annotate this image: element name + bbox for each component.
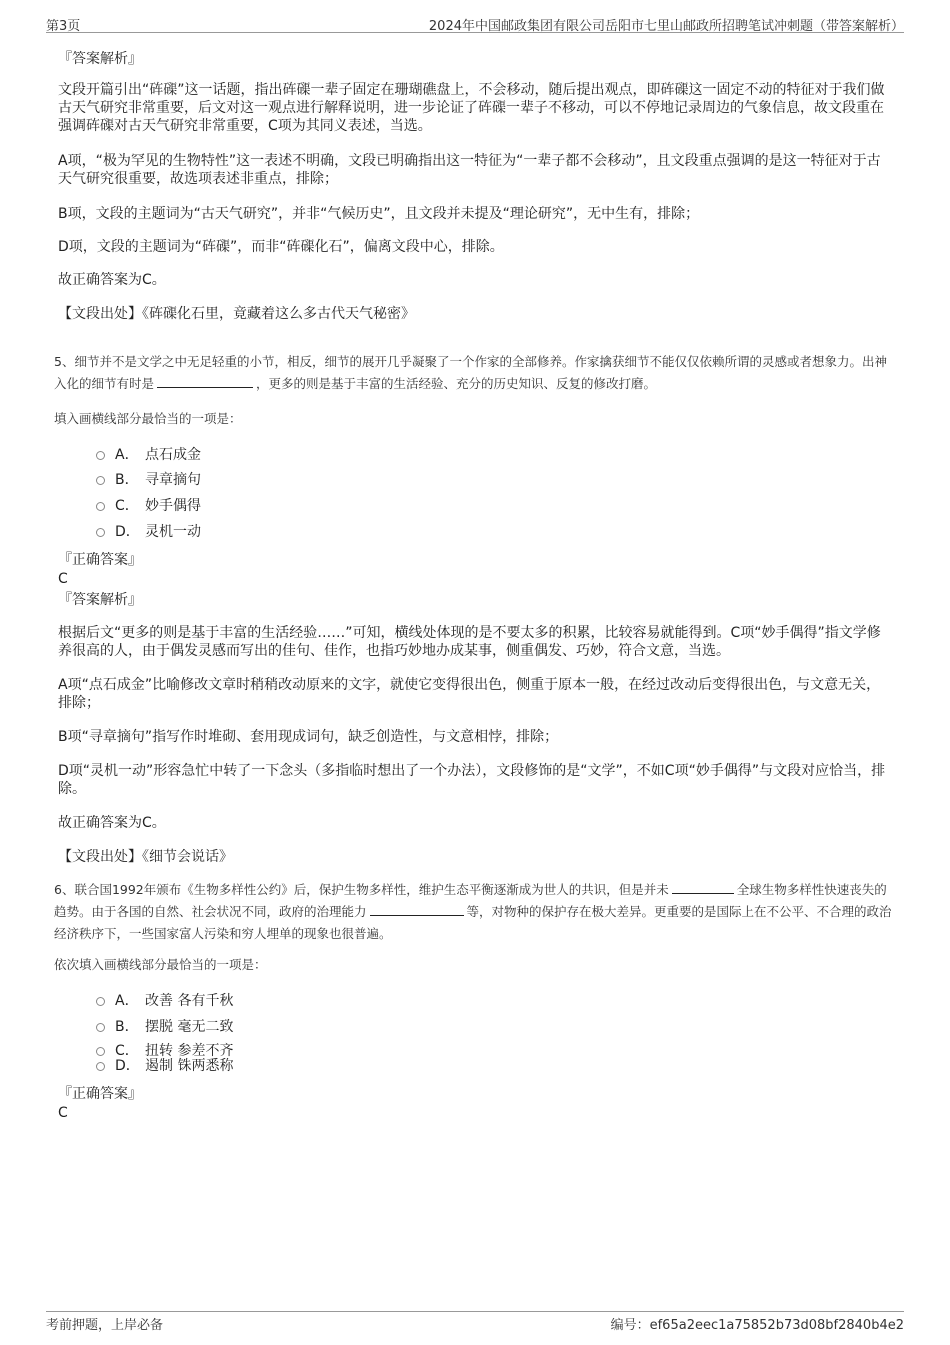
q5-analysis-paragraph-1: 根据后文“更多的则是基于丰富的生活经验……”可知，横线处体现的是不要太多的积累，比较容易就能得到。C项“妙手偶得”指文学修养很高的人，由于偶发灵感而写出的佳句、佳作，也指巧妙地办成某事，侧重偶发、巧妙，符合文意，当选。 (58, 625, 881, 659)
q5-analysis-paragraph-5: 故正确答案为C。 (58, 815, 166, 831)
q5-option-a-text: 点石成金 (145, 447, 201, 463)
radio-icon[interactable] (96, 1062, 105, 1071)
q5-option-a[interactable] (96, 446, 201, 464)
q5-option-a-key: A． (115, 447, 139, 463)
radio-icon[interactable] (96, 1023, 105, 1032)
radio-icon[interactable] (96, 997, 105, 1006)
q6-stem-part-a: 6、联合国1992年颁布《生物多样性公约》后，保护生物多样性，维护生态平衡逐渐成为世人的共识，但是并未 (54, 882, 669, 897)
document-code-value: ef65a2eec1a75852b73d08bf2840b4e2 (649, 1318, 904, 1333)
radio-icon[interactable] (96, 502, 105, 511)
q4-analysis-paragraph-3: B项，文段的主题词为“古天气研究”，并非“气候历史”，且文段并未提及“理论研究”，无中生有，排除； (58, 206, 700, 222)
document-code-label: 编号： (610, 1318, 650, 1333)
q5-stem-after: ，更多的则是基于丰富的生活经验、充分的历史知识、反复的修改打磨。 (256, 376, 657, 391)
q5-option-c-key: C． (115, 498, 139, 514)
page-number: 第3页 (46, 19, 81, 34)
q6-option-a-key: A． (115, 993, 139, 1009)
q6-option-c-text: 扭转 参差不齐 (145, 1043, 234, 1059)
radio-icon[interactable] (96, 1047, 105, 1056)
q4-analysis-paragraph-2: A项，“极为罕见的生物特性”这一表述不明确，文段已明确指出这一特征为“一辈子都不会移动”，且文段重点强调的是这一特征对于古天气研究很重要，故选项表述非重点，排除； (58, 153, 881, 187)
q6-option-d[interactable] (96, 1057, 233, 1075)
q5-option-b-text: 寻章摘句 (145, 472, 201, 488)
document-code (611, 1314, 904, 1333)
q6-option-d-key: D． (115, 1058, 140, 1074)
q5-option-b[interactable] (96, 471, 201, 489)
q5-answer-label: 『正确答案』 (58, 552, 142, 568)
q6-option-b[interactable] (96, 1018, 233, 1036)
header-divider (46, 32, 904, 33)
footer-divider (46, 1311, 904, 1312)
q5-source: 【文段出处】《细节会说话》 (58, 849, 233, 865)
q6-option-b-text: 摆脱 毫无二致 (145, 1019, 234, 1035)
q6-stem (54, 879, 896, 945)
q4-analysis-label: 『答案解析』 (58, 51, 142, 67)
q5-option-b-key: B． (115, 472, 139, 488)
q4-analysis-paragraph-4: D项，文段的主题词为“砗磲”，而非“砗磲化石”，偏离文段中心，排除。 (58, 239, 504, 255)
q6-stem-part-b: 全球生物多样性快速丧失的趋势。由于各国的自然、社会状况不同，政府的治理能力 (54, 882, 887, 919)
q6-option-a[interactable] (96, 992, 233, 1010)
radio-icon[interactable] (96, 476, 105, 485)
q5-analysis-label: 『答案解析』 (58, 592, 142, 608)
q6-stem-part-c: 等，对物种的保护存在极大差异。更重要的是国际上在不公平、不合理的政治经济秩序下，一些国家富人污染和穷人埋单的现象也很普遍。 (54, 904, 892, 941)
q6-blank-1 (672, 881, 734, 894)
q5-option-d[interactable] (96, 523, 201, 541)
radio-icon[interactable] (96, 528, 105, 537)
q5-option-d-text: 灵机一动 (145, 524, 201, 540)
q5-answer: C (58, 571, 68, 587)
document-title: 2024年中国邮政集团有限公司岳阳市七里山邮政所招聘笔试冲刺题（带答案解析） (428, 19, 904, 34)
q4-source: 【文段出处】《砗磲化石里，竟藏着这么多古代天气秘密》 (58, 306, 415, 322)
q5-option-c-text: 妙手偶得 (145, 498, 201, 514)
q5-analysis-paragraph-2: A项“点石成金”比喻修改文章时稍稍改动原来的文字，就使它变得很出色，侧重于原本一般，在经过改动后变得很出色，与文意无关，排除； (58, 677, 881, 711)
radio-icon[interactable] (96, 451, 105, 460)
q6-option-d-text: 遏制 铢两悉称 (145, 1058, 234, 1074)
q5-prompt: 填入画横线部分最恰当的一项是： (54, 411, 242, 426)
q5-option-d-key: D． (115, 524, 140, 540)
q6-blank-2 (370, 903, 464, 916)
q4-analysis-paragraph-5: 故正确答案为C。 (58, 272, 166, 288)
q6-option-a-text: 改善 各有千秋 (145, 993, 234, 1009)
q6-answer-label: 『正确答案』 (58, 1086, 142, 1102)
q5-analysis-paragraph-3: B项“寻章摘句”指写作时堆砌、套用现成词句，缺乏创造性，与文意相悖，排除； (58, 729, 559, 745)
q6-prompt: 依次填入画横线部分最恰当的一项是： (54, 957, 267, 972)
q4-analysis-paragraph-1: 文段开篇引出“砗磲”这一话题，指出砗磲一辈子固定在珊瑚礁盘上，不会移动，随后提出观点，即砗磲这一固定不动的特征对于我们做古天气研究非常重要，后文对这一观点进行解释说明，进一步论证了砗磲一辈子不移动，可以不停地记录周边的气象信息，故文段重在强调砗磲对古天气研究非常重要，C项为其同义表述，当选。 (58, 82, 885, 134)
q5-stem-before: 5、细节并不是文学之中无足轻重的小节，相反，细节的展开几乎凝聚了一个作家的全部修养。作家擒获细节不能仅仅依赖所谓的灵感或者想象力。出神入化的细节有时是 (54, 354, 887, 391)
q5-stem (54, 351, 896, 395)
q5-analysis-paragraph-4: D项“灵机一动”形容急忙中转了一下念头（多指临时想出了一个办法），文段修饰的是“文学”，不如C项“妙手偶得”与文段对应恰当，排除。 (58, 763, 886, 797)
q5-option-c[interactable] (96, 497, 201, 515)
q6-option-b-key: B． (115, 1019, 139, 1035)
footer-slogan: 考前押题，上岸必备 (46, 1318, 164, 1333)
q6-option-c-key: C． (115, 1043, 139, 1059)
q5-blank (157, 375, 253, 388)
q6-answer: C (58, 1105, 68, 1121)
